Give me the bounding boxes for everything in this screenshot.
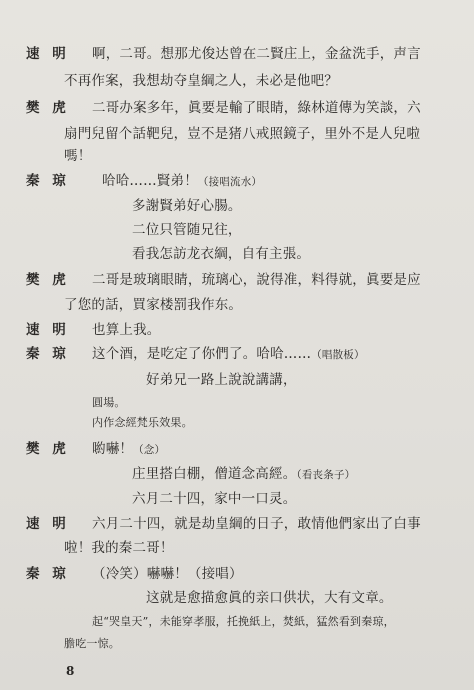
speaker-name: 秦 琼 — [26, 346, 70, 362]
dialogue-text: 啊，二哥。想那尤俊达曾在二賢庄上，金盆洗手，声言 — [92, 46, 421, 62]
stage-direction: （接唱流水） — [197, 176, 263, 188]
speaker-name: 樊 虎 — [26, 100, 70, 116]
dialogue-text: 二哥是玻璃眼睛，琉璃心，說得准，料得就，眞要是应 — [92, 272, 421, 288]
stage-direction: （唱散板） — [311, 349, 365, 361]
stage-direction-text: 起“哭皇天”，未能穿孝服，托挽紙上，焚紙，猛然看到秦琼， — [92, 615, 395, 628]
dialogue-text: 也算上我。 — [92, 322, 161, 338]
dialogue-text: 了您的話，買家楼罰我作东。 — [64, 297, 243, 313]
speaker-name: 樊 虎 — [26, 272, 70, 288]
dialogue-text: 哈哈……賢弟！（接唱流水） — [102, 173, 263, 189]
dialogue-text: 六月二十四，就是劫皇綱的日子，敢情他們家出了白事 — [92, 516, 421, 532]
dialogue-text: 多謝賢弟好心腸。 — [132, 198, 242, 214]
page-number: 8 — [66, 664, 75, 678]
dialogue-text: 这就是愈描愈眞的亲口供状，大有文章。 — [146, 590, 393, 606]
dialogue-text: 扇門兒留个話靶兒，豈不是猪八戒照鏡子，里外不是人兒啦 — [64, 126, 421, 142]
speaker-name: 速 明 — [26, 46, 70, 62]
dialogue-text: 嗎！ — [64, 148, 92, 164]
dialogue-text: 六月二十四，家中一口灵。 — [132, 491, 297, 507]
speaker-name: 秦 琼 — [26, 566, 70, 582]
dialogue-text: 二哥办案多年，眞要是輸了眼睛，綠林道傳为笑談，六 — [92, 100, 421, 116]
dialogue-text: 二位只管随兄往， — [132, 222, 242, 238]
stage-direction: （看丧条子） — [296, 469, 356, 481]
dialogue-text: 这个酒，是吃定了你們了。哈哈……（唱散板） — [92, 346, 365, 362]
speaker-name: 樊 虎 — [26, 441, 70, 457]
dialogue-text: 啦！我的秦二哥！ — [64, 540, 174, 556]
speaker-name: 速 明 — [26, 516, 70, 532]
dialogue-text: 看我怎訪龙衣綱，自有主張。 — [132, 246, 311, 262]
speaker-name: 速 明 — [26, 322, 70, 338]
dialogue-text: 不再作案，我想劫夺皇綱之人，未必是他吧？ — [64, 73, 338, 89]
stage-direction-text: 内作念經梵乐效果。 — [92, 416, 193, 429]
dialogue-text: 庄里搭白棚，僧道念高經。（看丧条子） — [132, 466, 356, 482]
dialogue-text: 好弟兄一路上說說講講， — [146, 372, 297, 388]
stage-direction: （念） — [133, 444, 166, 456]
stage-direction-text: 膽吃一惊。 — [64, 637, 120, 650]
dialogue-text: 喲嚇！（念） — [92, 441, 166, 457]
dialogue-text: （冷笑）嚇嚇！（接唱） — [92, 566, 243, 582]
stage-direction-text: 圓場。 — [92, 396, 126, 409]
speaker-name: 秦 琼 — [26, 173, 70, 189]
